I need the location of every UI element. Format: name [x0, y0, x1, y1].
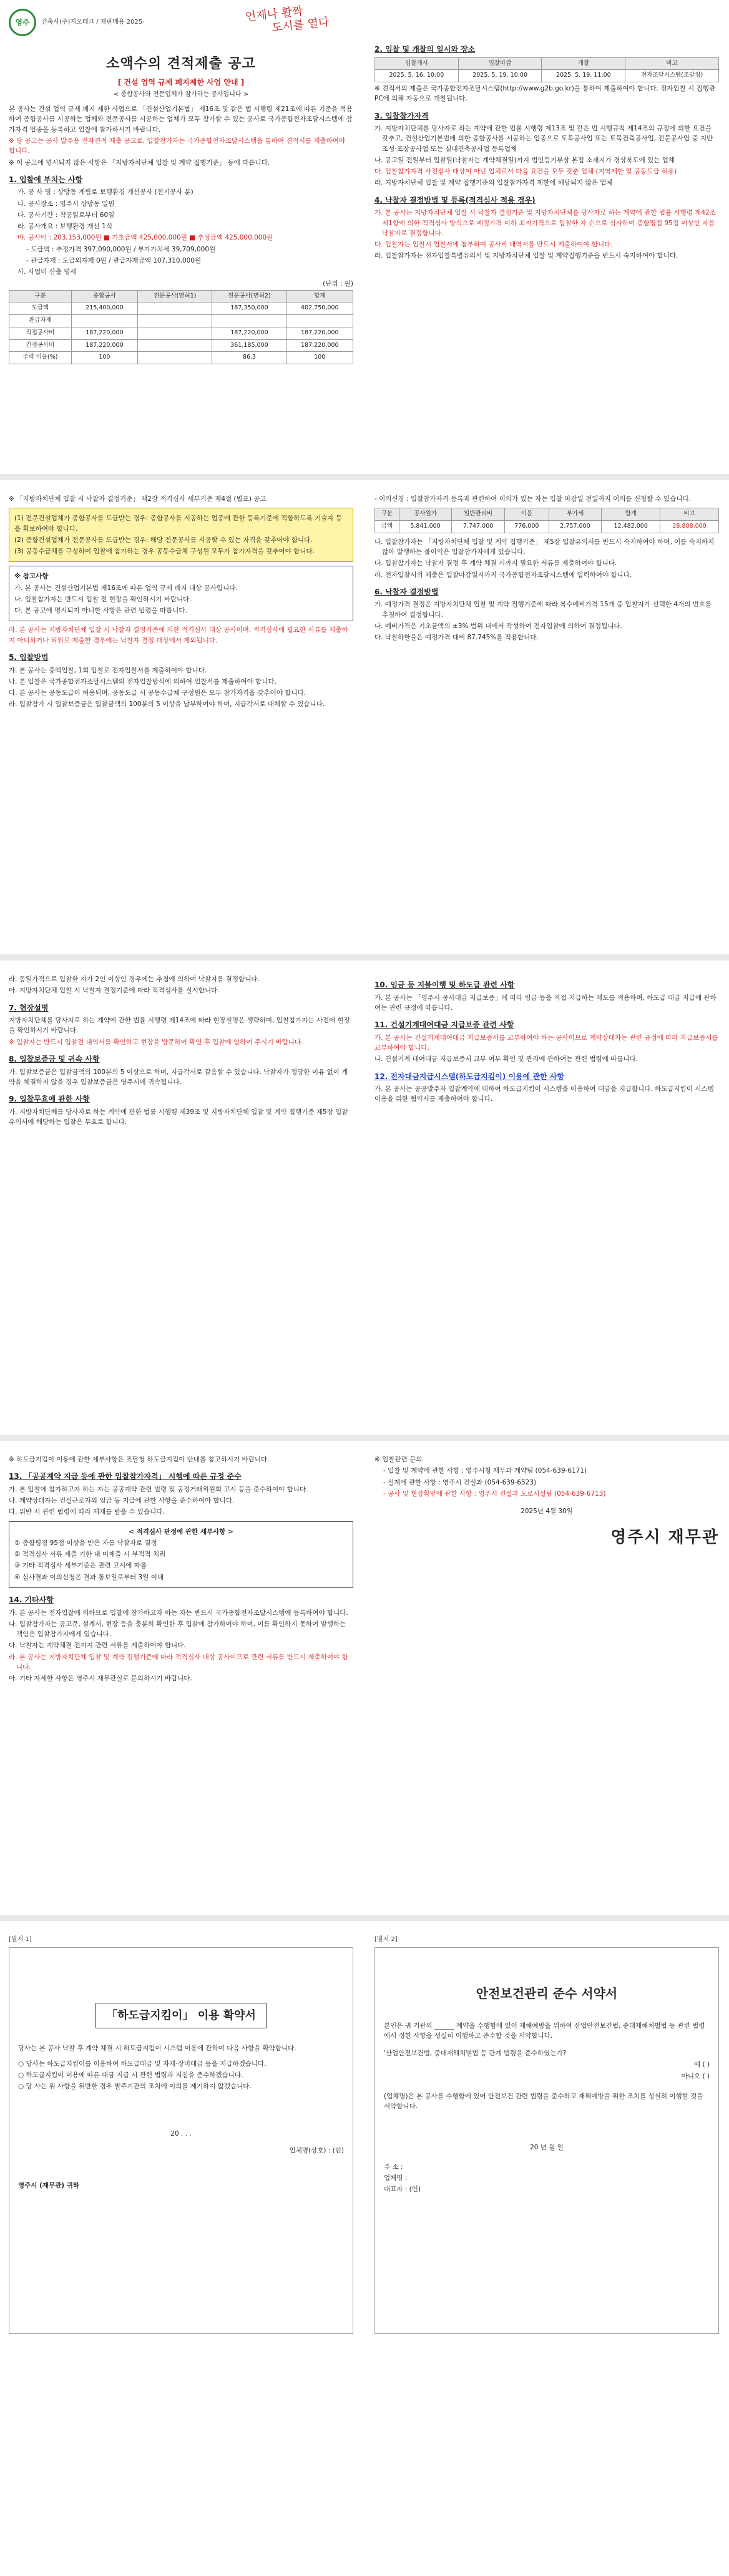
table-cell: 직접공사비: [9, 327, 72, 339]
contact-line: - 공사 및 현장확인에 관한 사항 : 영주시 건설과 도로시설팀 (054-639-6713): [383, 1489, 606, 1498]
list-item: 나. 예비가격은 기초금액의 ±3% 범위 내에서 작성하여 전자입찰에 의하여 결정됩니다.: [374, 622, 622, 630]
list-item: 라. 동일가격으로 입찰한 자가 2인 이상인 경우에는 추첨에 의하여 낙찰자를 결정합니다.: [9, 976, 260, 983]
page-title: 소액수의 견적제출 공고: [106, 56, 256, 72]
list-item: 다. 본 공사는 공동도급이 허용되며, 공동도급 시 공동수급체 구성원은 모두 참가자격을 갖추어야 합니다.: [9, 689, 306, 697]
table-header: 입찰개시: [375, 57, 459, 70]
form-item: ○ 당사는 하도급지킴이를 이용하여 하도급대금 및 자재·장비대금 등을 지급하겠습니다.: [18, 2060, 267, 2068]
table-cell: 100: [71, 352, 137, 364]
budget-detail: - 관급자재 : 도급외자재 0원 / 관급자재금액 107,310,000원: [26, 256, 202, 264]
table-cell: [138, 303, 212, 315]
intro-red-text: ※ 당 공고는 공사 발주용 전자견적 제출 공고로, 입찰참가자는 국가종합전자조달시스템을 통하여 견적서를 제출하여야 합니다.: [9, 137, 346, 155]
form-title: 안전보건관리 준수 서약서: [476, 1985, 618, 2001]
table-header: 공사원가: [399, 508, 452, 521]
table-cell: [138, 315, 212, 327]
table-header: 합계: [286, 290, 353, 303]
project-line: 나. 공사장소 : 영주시 상망동 일원: [17, 200, 115, 208]
page-2-left: [9, 493, 353, 711]
list-item: 라. 입찰참가자는 전자입찰특별유의서 및 지방자치단체 입찰 및 계약집행기준을 반드시 숙지하여야 합니다.: [374, 252, 678, 260]
list-item: 라. 지방자치단체 입찰 및 계약 집행기준의 입찰참가자격 제한에 해당되지 않은 업체: [374, 179, 613, 187]
table-cell: 2025. 5. 16. 10:00: [375, 70, 459, 82]
table-cell: 187,220,000: [71, 327, 137, 339]
form-intro: 당사는 본 공사 낙찰 후 계약 체결 시 하도급지킴이 시스템 이용에 관하여 다음 사항을 확약합니다.: [18, 2045, 296, 2053]
slogan-line-2: 도시를 열다: [271, 15, 330, 35]
table-cell: 12,482,000: [602, 520, 660, 533]
section-10-title: 10. 임금 등 지불이행 및 하도급 관련 사항: [374, 981, 515, 989]
table-cell: 금액: [375, 520, 399, 533]
page-3: [0, 961, 729, 1435]
table-row: [375, 70, 719, 82]
list-item: 라. 전자입찰서의 제출은 입찰마감일시까지 국가종합전자조달시스템에 입력하여야 합니다.: [374, 571, 632, 579]
page-subnote: < 종합공사와 전문업체가 참가하는 공사입니다 >: [113, 90, 249, 98]
project-line: 다. 공사기간 : 착공일로부터 60일: [17, 211, 115, 219]
criteria-line: ③ 기타 적격심사 세부기준은 관련 고시에 따름: [14, 1562, 147, 1570]
table-cell: [286, 315, 353, 327]
form-date: 20 년 월 일: [530, 2144, 564, 2152]
criteria-box-title: < 적격심사 판정에 관한 세부사항 >: [129, 1528, 233, 1536]
table-cell: 215,400,000: [71, 303, 137, 315]
section-8-title: 8. 입찰보증금 및 귀속 사항: [9, 1054, 100, 1063]
section-1-title: 1. 입찰에 부치는 사항: [9, 175, 83, 184]
list-item: 나. 공고일 전일부터 입찰일(낙찰자는 계약체결일)까지 법인등기부상 본점 소재지가 경상북도에 있는 업체: [374, 156, 675, 164]
page-separator: [0, 1915, 729, 1921]
page-3-right: [374, 973, 719, 1106]
table-row: [9, 327, 353, 339]
table-row: [375, 520, 719, 533]
list-item: 가. 본 공사는 전자입찰에 의하므로 입찰에 참가하고자 하는 자는 반드시 국가종합전자조달시스템에 등록하여야 합니다.: [9, 1609, 348, 1617]
table-cell: 187,220,000: [286, 339, 353, 352]
highlight-line: (1) 전문건설업체가 종합공사를 도급받는 경우: 종합공사를 시공하는 업종에 관한 등록기준에 적합하도록 기술자 등을 확보하여야 합니다.: [14, 515, 343, 533]
table-cell: 776,000: [504, 520, 549, 533]
table-header: 부가세: [549, 508, 602, 521]
form-label: [별지 2]: [374, 1936, 398, 1943]
top-note: ※ 「지방자치단체 입찰 시 낙찰자 결정기준」 제2장 적격심사 세부기준 제4절 (별표) 공고: [9, 495, 267, 503]
table-header: 구분: [375, 508, 399, 521]
budget-line: 바. 공사비 : 203,153,000원 ■ 기초금액 425,000,000원 ■ 추정금액 425,000,000원: [17, 234, 273, 242]
table-cell: [138, 352, 212, 364]
cost-table-unit: (단위 : 원): [323, 279, 353, 288]
form-field[interactable]: 업체명 :: [384, 2174, 408, 2182]
list-item: 나. 계약상대자는 건설근로자의 임금 등 지급에 관한 사항을 준수하여야 합니다.: [9, 1497, 235, 1505]
section-6-title: 6. 낙찰자 결정방법: [374, 587, 439, 596]
section-12-title: 12. 전자대금지급시스템(하도급지킴이) 이용에 관한 사항: [374, 1072, 564, 1081]
notice-box: [9, 566, 353, 621]
table-header: 개찰: [542, 57, 625, 70]
page-4-left: [9, 1453, 353, 1685]
table-cell: 100: [286, 352, 353, 364]
table-cell: 187,220,000: [71, 339, 137, 352]
table-header: 구분: [9, 290, 72, 303]
table-header: 입찰마감: [458, 57, 542, 70]
paragraph: 나. 건설기계 대여대금 지급보증서 교부 여부 확인 및 관리에 관하여는 관련 법령에 따릅니다.: [374, 1055, 638, 1063]
cost-table: [9, 290, 353, 364]
paragraph: 지방자치단체를 당사자로 하는 계약에 관한 법률 시행령 제14조에 따라 현장설명은 생략하며, 입찰참가자는 사전에 현장을 확인하시기 바랍니다.: [9, 1017, 350, 1035]
notice-line: 가. 본 공사는 건설산업기본법 제16조에 따른 업역 규제 폐지 대상 공사입니다.: [14, 584, 238, 592]
schedule-note: ※ 견적서의 제출은 국가종합전자조달시스템(http://www.g2b.go.kr)을 통하여 제출하여야 합니다. 전자입찰 시 집행관 PC에 의해 자동으로 개찰됩니다.: [374, 85, 716, 103]
list-item: 나. 입찰참가자는 「지방자치단체 입찰 및 계약 집행기준」 제5장 입찰유의서를 반드시 숙지하여야 하며, 이를 숙지하지 않아 발생하는 불이익은 입찰참가자에게 있습니다.: [374, 538, 715, 556]
schedule-table: [374, 57, 719, 82]
form-frame: [9, 1947, 353, 2334]
highlight-line: (3) 공동수급체를 구성하여 입찰에 참가하는 경우 공동수급체 구성원 모두가 참가자격을 갖추어야 합니다.: [14, 548, 315, 556]
criteria-line: ④ 심사결과 이의신청은 결과 통보일로부터 3일 이내: [14, 1573, 164, 1581]
table-cell: 도급액: [9, 303, 72, 315]
page-2-right: [374, 493, 719, 644]
form-field[interactable]: 대표자 : (인): [384, 2186, 421, 2194]
list-item: 다. 낙찰하한율은 예정가격 대비 87.745%를 적용합니다.: [374, 634, 539, 642]
list-item: 가. 본 공사는 지방자치단체 입찰 시 낙찰자 결정기준 및 지방자치단체를 당사자로 하는 계약에 관한 법률 시행령 제42조 제1항에 의한 적격심사 방식으로 예정가격 이하 최저가격으로 입찰한 자 순으로 심사하여 종합평점 95점 이상인 자를 낙찰자로 결정합니다.: [374, 209, 716, 237]
page-4: [0, 1441, 729, 1915]
section-4-title: 4. 낙찰자 결정방법 및 등록(적격심사 적용 경우): [374, 195, 536, 205]
table-cell: 28,808,000: [660, 520, 719, 533]
list-item: 다. 입찰참가자는 낙찰자 결정 후 계약 체결 시까지 필요한 서류를 제출하여야 합니다.: [374, 559, 617, 568]
table-cell: 187,350,000: [212, 303, 286, 315]
table-header: 비고: [660, 508, 719, 521]
contact-line: - 설계에 관한 사항 : 영주시 건설과 (054-639-6523): [383, 1478, 537, 1486]
list-item: 마. 기타 자세한 사항은 영주시 재무관실로 문의하시기 바랍니다.: [9, 1675, 192, 1683]
page-subtitle: [ 건설 업역 규제 폐지제한 사업 안내 ]: [117, 78, 245, 87]
table-cell: 2025. 5. 19. 11:00: [542, 70, 625, 82]
table-header: 종합공사: [71, 290, 137, 303]
form-frame: [374, 1947, 719, 2334]
section-14-title: 14. 기타사항: [9, 1595, 54, 1604]
section-9-title: 9. 입찰무효에 관한 사항: [9, 1095, 90, 1104]
criteria-box: [9, 1521, 353, 1588]
criteria-line: ② 적격심사 서류 제출 기한 내 미제출 시 부적격 처리: [14, 1551, 166, 1559]
table-cell: 간접공사비: [9, 339, 72, 352]
list-item: 다. 입찰자는 입찰시 입찰서에 첨부하여 공사비 내역서를 반드시 제출하여야 합니다.: [374, 241, 613, 249]
table-header: 전문공사(면허2): [212, 290, 286, 303]
notice-box-title: ※ 참고사항: [14, 573, 49, 581]
form-intro: 본인은 귀 기관의 ______ 계약을 수행함에 있어 재해예방을 위하여 산업안전보건법, 중대재해처벌법 등 관련 법령에서 정한 사항을 성실히 이행하고 준수할 것을 서약합니다.: [384, 2022, 705, 2040]
intro-note: ※ 이 공고에 명시되지 않은 사항은 「지방자치단체 입찰 및 계약 집행기준」 등에 따릅니다.: [9, 158, 270, 167]
cost-table-caption: 사. 사업비 산출 명세: [17, 268, 77, 276]
paragraph: 가. 입찰보증금은 입찰금액의 100분의 5 이상으로 하며, 지급각서로 갈음할 수 있습니다. 낙찰자가 정당한 이유 없이 계약을 체결하지 않을 경우 입찰보증금은 영주시에 귀속됩니다.: [9, 1068, 348, 1086]
slogan-line-1: 언제나 활짝: [245, 4, 304, 24]
list-item: 마. 지방자치단체 입찰 시 낙찰자 결정기준에 따라 적격심사를 실시합니다.: [9, 987, 220, 995]
section-3-title: 3. 입찰참가자격: [374, 111, 429, 120]
form-question: '산업안전보건법, 중대재해처벌법 등 관계 법령을 준수하였는가?: [384, 2050, 567, 2058]
table-row: [9, 303, 353, 315]
table-cell: [138, 339, 212, 352]
project-line: 라. 공사개요 : 보행환경 개선 1식: [17, 223, 112, 231]
form-item: ○ 당 사는 위 사항을 위반한 경우 발주기관의 조치에 이의를 제기하지 않겠습니다.: [18, 2083, 252, 2091]
table-cell: 5,841,000: [399, 520, 452, 533]
section-5-title: 5. 입찰방법: [9, 652, 49, 662]
page-5: [0, 1921, 729, 2576]
form-2: [374, 1934, 719, 2334]
form-title: 「하도급지킴이」 이용 확약서: [95, 2003, 267, 2029]
table-cell: 7,747,000: [452, 520, 505, 533]
table-cell: 86.3: [212, 352, 286, 364]
table-row: [9, 339, 353, 352]
cost-breakdown-table: [374, 508, 719, 533]
section-2-title: 2. 입찰 및 개찰의 일시와 장소: [374, 45, 476, 54]
signatory: 영주시 재무관: [610, 1528, 719, 1547]
table-row: [9, 352, 353, 364]
notice-line: 다. 본 공고에 명시되지 아니한 사항은 관련 법령을 따릅니다.: [14, 607, 187, 615]
criteria-line: ① 종합평점 95점 이상을 받은 자를 낙찰자로 결정: [14, 1539, 157, 1547]
table-header: 이윤: [504, 508, 549, 521]
table-cell: [71, 315, 137, 327]
city-seal-icon: 영주: [9, 9, 36, 36]
page-separator: [0, 474, 729, 480]
list-item: 다. 위반 시 관련 법령에 따라 제재를 받을 수 있습니다.: [9, 1508, 165, 1516]
intro-text: 본 공사는 건설 업역 규제 폐지 제한 사업으로 「건설산업기본법」 제16조 및 같은 법 시행령 제21조에 따른 기준을 적용하여 종합공사를 시공하는 업체와 전문공사를 시공하는 업체가 모두 참가할 수 있는 공사로 국가종합전자조달시스템에 참가자격 업종을 등록하고 입찰에 참가하시기 바랍니다.: [9, 105, 353, 133]
paragraph: 가. 지방자치단체를 당사자로 하는 계약에 관한 법률 시행령 제39조 및 지방자치단체 입찰 및 계약 집행기준 제5장 입찰유의서에 해당하는 입찰은 무효로 합니다.: [9, 1108, 348, 1126]
section-11-title: 11. 건설기계대여대금 지급보증 관련 사항: [374, 1020, 514, 1030]
announce-date: 2025년 4월 30일: [521, 1508, 573, 1516]
form-option[interactable]: 아니오 ( ): [681, 2072, 710, 2080]
page-4-right: [374, 1453, 719, 1551]
list-item: 다. 입찰참가자격 사전심사 대상이 아닌 업체로서 다음 요건을 모두 갖춘 업체 (지역제한 및 공동도급 허용): [374, 168, 677, 176]
page-separator: [0, 954, 729, 961]
paragraph: - 이의신청 : 입찰참가자격 등록과 관련하여 이의가 있는 자는 입찰 마감일 전일까지 이의를 신청할 수 있습니다.: [374, 495, 692, 503]
section-13-title: 13. 「공공계약 지급 등에 관한 입찰참가자격」 시행에 따른 규정 준수: [9, 1472, 242, 1481]
form-footer: 영주시 (재무관) 귀하: [18, 2181, 80, 2189]
page-1-left: [9, 0, 353, 364]
project-name: 가. 공 사 명 : 상망동 계림로 보행환경 개선공사 (전기공사 분): [17, 188, 193, 196]
paragraph: 가. 본 공사는 「영주시 공사대금 지급보증」에 따라 임금 등을 직접 지급하는 제도를 적용하며, 하도급 대금 지급에 관하여는 관련 규정에 따릅니다.: [374, 994, 717, 1012]
highlight-line: (2) 종합건설업체가 전문공사를 도급받는 경우: 해당 전문공사를 시공할 수 있는 자격을 갖추어야 합니다.: [14, 536, 313, 544]
page-2: [0, 480, 729, 954]
paragraph-red: 가. 본 공사는 건설기계대여대금 지급보증서를 교부하여야 하는 공사이므로 계약상대자는 관련 규정에 따라 지급보증서를 교부하여야 합니다.: [374, 1034, 718, 1052]
table-cell: 관급자재: [9, 315, 72, 327]
table-header: 합계: [602, 508, 660, 521]
org-line: 건축사(주)지오테크 / 재판매용 2025-: [41, 19, 145, 26]
list-item: 가. 본 입찰에 참가하고자 하는 자는 공공계약 관련 법령 및 공정거래위원회 고시 등을 준수하여야 합니다.: [9, 1485, 308, 1493]
list-item: 다. 낙찰자는 계약체결 전까지 관련 서류를 제출하여야 합니다.: [9, 1642, 186, 1650]
page-3-left: [9, 973, 353, 1128]
section-7-title: 7. 현장설명: [9, 1003, 49, 1012]
table-cell: 361,185,000: [212, 339, 286, 352]
form-item: ○ 하도급지킴이 이용에 따른 대금 지급 시 관련 법령과 지침을 준수하겠습니다.: [18, 2071, 243, 2079]
table-cell: 전자조달시스템(조달청): [625, 70, 719, 82]
table-header: 일반관리비: [452, 508, 505, 521]
table-cell: [138, 327, 212, 339]
form-sign: 업체명(상호) : (인): [289, 2146, 344, 2154]
contact-title: ※ 입찰관련 문의: [374, 1456, 423, 1463]
page-1-right: [374, 37, 719, 263]
notice-line: 나. 입찰참가자는 반드시 입찰 전 현장을 확인하시기 바랍니다.: [14, 595, 192, 603]
paragraph: 라. 본 공사는 지방자치단체 입찰 시 낙찰자 결정기준에 의한 적격심사 대상 공사이며, 적격심사에 필요한 서류를 제출하지 아니하거나 허위로 제출한 경우에는 낙찰자 결정 대상에서 제외됩니다.: [9, 626, 348, 644]
table-cell: 주력 비율(%): [9, 352, 72, 364]
form-body: (업체명)은 본 공사를 수행함에 있어 안전보건 관련 법령을 준수하고 재해예방을 위한 조치를 성실히 이행할 것을 서약합니다.: [384, 2092, 703, 2111]
list-item: 나. 입찰참가자는 공고문, 설계서, 현장 등을 충분히 확인한 후 입찰에 참가하여야 하며, 이를 확인하지 못하여 발생하는 책임은 입찰참가자에게 있습니다.: [9, 1620, 346, 1639]
form-option[interactable]: 예 ( ): [693, 2061, 710, 2069]
paragraph: 가. 본 공사는 공공발주자 입찰계약에 대하여 하도급지킴이 시스템을 이용하여 대금을 지급합니다. 하도급지킴이 시스템 이용을 위한 협약서를 제출하여야 합니다.: [374, 1085, 714, 1103]
table-cell: 187,220,000: [286, 327, 353, 339]
list-item: 가. 지방자치단체를 당사자로 하는 계약에 관한 법률 시행령 제13조 및 같은 법 시행규칙 제14조의 규정에 의한 요건을 갖추고, 건설산업기본법에 의한 종합공사를 시공하는 업종으로 토목공사업 또는 토목건축공사업, 전문공사업 중 지반조성·포장공사업 또는 실내건축공사업 등록업체: [374, 125, 713, 153]
paragraph: ※ 하도급지킴이 이용에 관한 세부사항은 조달청 하도급지킴이 안내를 참고하시기 바랍니다.: [9, 1456, 270, 1463]
list-item: 라. 입찰참가 시 입찰보증금은 입찰금액의 100분의 5 이상을 납부하여야 하며, 지급각서로 대체할 수 있습니다.: [9, 700, 325, 709]
paragraph-red: ※ 입찰자는 반드시 입찰전 내역서를 확인하고 현장을 방문하여 확인 후 입찰에 임하여 주시기 바랍니다.: [9, 1038, 303, 1046]
table-cell: [212, 315, 286, 327]
table-row: [9, 315, 353, 327]
form-1: [9, 1934, 353, 2334]
highlight-box: [9, 508, 353, 562]
list-item: 가. 본 공사는 총액입찰, 1회 입찰로 전자입찰서를 제출하여야 합니다.: [9, 666, 207, 674]
table-cell: 2,757,000: [549, 520, 602, 533]
page-1: [0, 0, 729, 474]
list-item: 나. 본 입찰은 국가종합전자조달시스템의 전자입찰방식에 의하여 입찰서를 제출하여야 합니다.: [9, 677, 276, 685]
form-field[interactable]: 주 소 :: [384, 2162, 403, 2171]
list-item: 라. 본 공사는 지방자치단체 입찰 및 계약 집행기준에 따라 적격심사 대상 공사이므로 관련 서류를 반드시 제출하여야 합니다.: [9, 1653, 348, 1671]
table-header: 전문공사(면허1): [138, 290, 212, 303]
page-separator: [0, 1435, 729, 1441]
table-cell: 187,220,000: [212, 327, 286, 339]
table-cell: 2025. 5. 19. 10:00: [458, 70, 542, 82]
table-header: 비고: [625, 57, 719, 70]
table-cell: 402,750,000: [286, 303, 353, 315]
form-label: [별지 1]: [9, 1936, 32, 1943]
list-item: 가. 예정가격 결정은 지방자치단체 입찰 및 계약 집행기준에 따라 복수예비가격 15개 중 입찰자가 선택한 4개의 번호를 추첨하여 결정합니다.: [374, 601, 712, 619]
contact-line: - 입찰 및 계약에 관한 사항 : 영주시청 재무과 계약팀 (054-639-6171): [383, 1467, 587, 1475]
budget-detail: - 도급액 : 추정가격 397,090,000원 / 부가가치세 39,709,000원: [26, 245, 216, 253]
form-date: 20 . . .: [170, 2130, 192, 2138]
